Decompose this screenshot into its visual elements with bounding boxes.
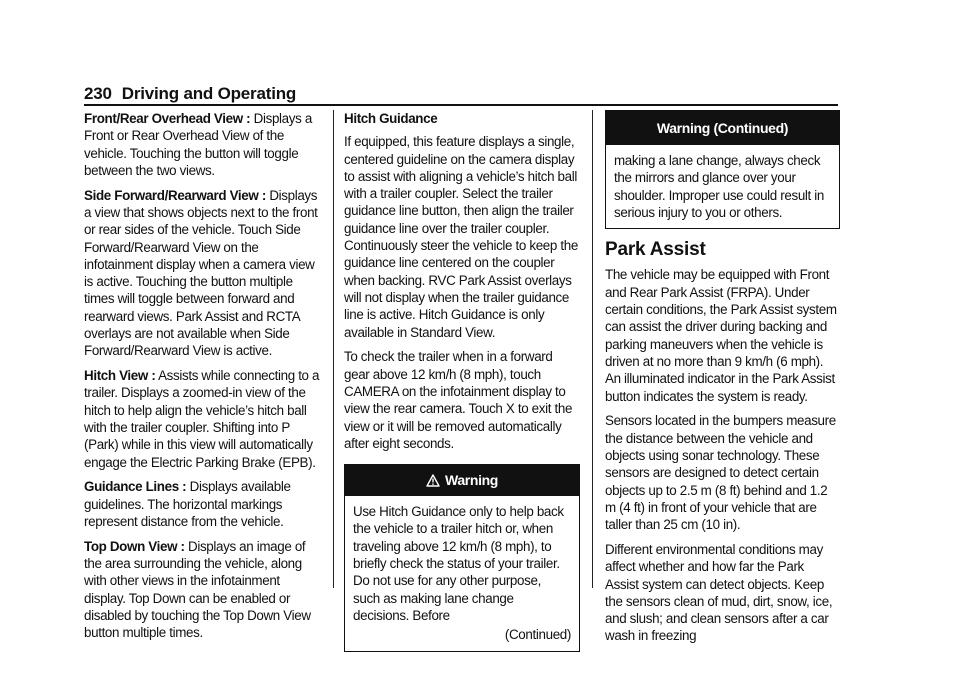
definition-text: Displays a Front or Rear Overhead View of the vehicle. Touching the button will toggle between the two views. — [84, 111, 312, 178]
column-3 — [605, 110, 840, 652]
body-paragraph: If equipped, this feature displays a single, centered guideline on the camera display to assist with aligning a vehicle’s hitch ball with a trailer coupler. Select the trailer guidance line button, then align the trailer guidance line over the trailer coupler. Continuously steer the vehicle to keep the guidance line centered on the coupler when backing. RVC Park Assist overlays will not display when the trailer guidance line is active. Hitch Guidance is only available in Standard View. — [344, 134, 578, 340]
definition-paragraph — [84, 187, 324, 360]
definition-text: Assists while connecting to a trailer. Displays a zoomed-in view of the hitch to help align the vehicle’s hitch ball with the trailer coupler. Shifting into P (Park) while in this view will automatically engage the Electric Parking Brake (EPB). — [84, 368, 320, 470]
definition-term: Side Forward/Rearward View : — [84, 187, 266, 203]
column-divider — [333, 110, 334, 588]
definition-term: Top Down View : — [84, 538, 185, 554]
page-header — [84, 84, 838, 104]
warning-text: Use Hitch Guidance only to help back the vehicle to a trailer hitch or, when traveling above 12 km/h (8 mph), to briefly check the status of your trailer. Do not use for any other purpose, such as making lane change decisions. Before — [353, 504, 564, 623]
column-divider — [592, 110, 593, 588]
section-title: Park Assist — [605, 239, 706, 261]
warning-triangle-icon — [426, 474, 440, 487]
warning-box — [344, 464, 580, 651]
column-2 — [344, 110, 580, 652]
chapter-title: Driving and Operating — [121, 84, 297, 103]
subsection-heading: Hitch Guidance — [344, 111, 438, 126]
warning-text: making a lane change, always check the mirrors and glance over your shoulder. Improper use could result in serious injury to you or others. — [614, 153, 824, 220]
header-rule — [84, 104, 838, 106]
body-paragraph: Sensors located in the bumpers measure the distance between the vehicle and objects using sonar technology. These sensors are designed to detect certain objects up to 2.5 m (8 ft) behind and 1.2 m (4 ft) in front of your vehicle that are taller than 25 cm (10 in). — [605, 413, 836, 533]
definition-paragraph — [84, 367, 324, 471]
definition-text: Displays available guidelines. The horizontal markings represent distance from the vehicle. — [84, 479, 291, 530]
warning-title: Warning — [444, 472, 499, 489]
definition-paragraph — [84, 538, 324, 642]
warning-header — [345, 465, 579, 496]
warning-body — [606, 145, 839, 228]
definition-term: Hitch View : — [84, 368, 156, 384]
definition-text: Displays a view that shows objects next to the front or rear sides of the vehicle. Touch Side Forward/Rearward View on the infotainment display when a camera view is active. Touching the button multiple times will toggle between forward and rearward views. Park Assist and RCTA overlays are not available when Side Forward/Rearward View is active. — [84, 187, 318, 359]
definition-term: Front/Rear Overhead View : — [84, 111, 251, 126]
definition-paragraph — [84, 110, 324, 179]
definition-paragraph — [84, 478, 324, 530]
warning-header: Warning (Continued) — [606, 111, 839, 145]
definition-term: Guidance Lines : — [84, 479, 187, 495]
body-paragraph: Different environmental conditions may affect whether and how far the Park Assist system can detect objects. Keep the sensors clean of mud, dirt, snow, ice, and slush; and clean sensors after a car wash in freezing — [605, 541, 833, 644]
body-paragraph: The vehicle may be equipped with Front and Rear Park Assist (FRPA). Under certain conditions, the Park Assist system can assist the driver during backing and parking maneuvers when the vehicle is driven at no more than 9 km/h (6 mph). An illuminated indicator in the Park Assist button indicates the system is ready. — [605, 267, 837, 404]
page-number: 230 — [84, 84, 112, 103]
warning-body — [345, 496, 579, 650]
warning-box-continued — [605, 110, 840, 229]
definition-text: Displays an image of the area surrounding the vehicle, along with other views in the infotainment display. Top Down can be enabled or disabled by touching the Top Down View button multiple times. — [84, 538, 311, 641]
continued-label: (Continued) — [504, 627, 571, 643]
body-paragraph: To check the trailer when in a forward gear above 12 km/h (8 mph), touch CAMERA on the infotainment display to view the rear camera. Touch X to exit the view or it will be removed automatically after eight seconds. — [344, 349, 573, 451]
column-1 — [84, 110, 324, 649]
